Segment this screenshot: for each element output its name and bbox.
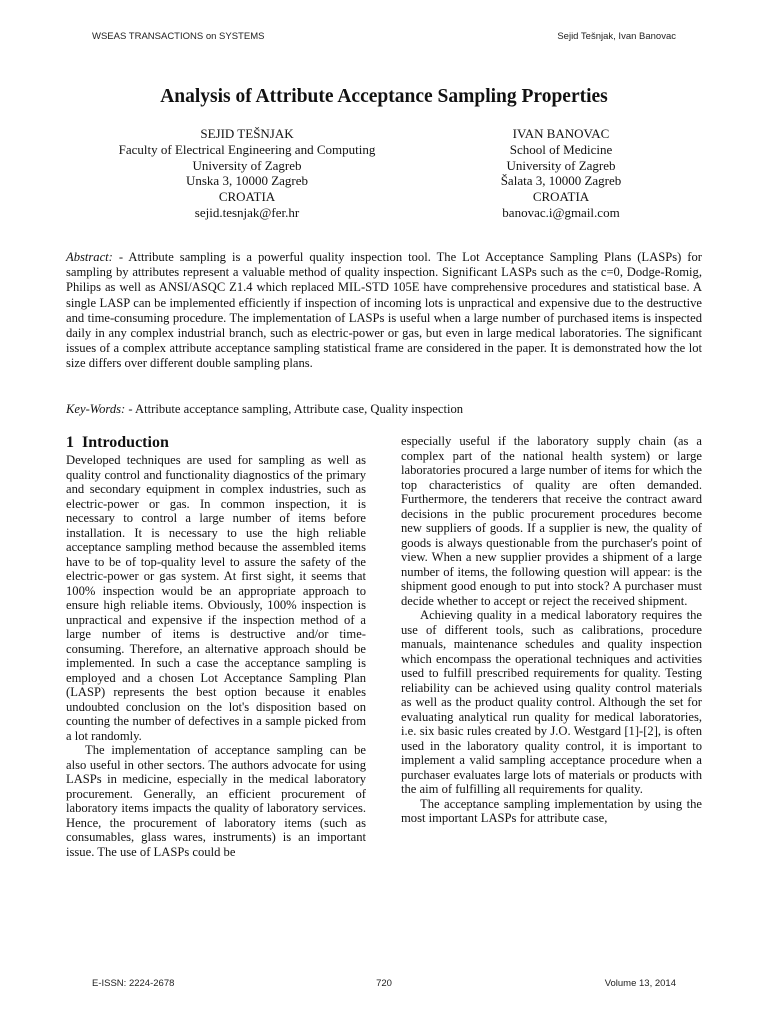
paragraph: Developed techniques are used for sampling as well as quality control and functionality diagnostics of the primary and secondary equipment in complex industries, such as electric-power or gas. In common inspection, it is necessary to control a large number of items before installation. It is necessary to use the high reliable acceptance sampling method because the assembled items have to be of top-quality level to assure the safety of the electric-power or gas system. At first sight, it seems that 100% inspection would be an appropriate approach to ensure high reliable items. Obviously, 100% inspection is unpractical and expensive if the inspection method of a large number of items is destructive and/or time-consuming. Therefore, an alternative approach should be implemented. In such a case the acceptance sampling is employed and a chosen Lot Acceptance Sampling Plan (LASP) represents the best option because it enables undoubted conclusion on the lot's disposition based on counting the number of defectives in a sample picked from a lot randomly.	[66, 453, 366, 743]
section-heading	[66, 434, 366, 452]
left-column	[66, 434, 366, 859]
author-name: SEJID TEŠNJAK	[200, 126, 294, 141]
footer-volume: Volume 13, 2014	[604, 978, 676, 989]
author-address: Šalata 3, 10000 Zagreb	[500, 173, 622, 189]
author-email: banovac.i@gmail.com	[502, 204, 620, 220]
paragraph: The implementation of acceptance sampling can be also useful in other sectors. The authors advocate for using LASPs in medicine, especially in the medical laboratory procurement. Generally, an efficient procurement of laboratory items impacts the quality of laboratory services. Hence, the procurement of laboratory items (such as consumables, glass wares, instruments) is an important issue. The use of LASPs could be	[66, 743, 366, 859]
keywords	[66, 402, 702, 417]
paragraph: Achieving quality in a medical laboratory requires the use of different tools, such as calibrations, procedure manuals, maintenance schedules and quality inspection which encompass the operational techniques and activities used to fulfill prescribed requirements for quality. Testing reliability can be achieved using quality control materials as well as the product quality control. Although the set for evaluating analytical run quality for medical laboratories, i.e. six basic rules created by J.O. Westgard [1]-[2], is often used in the laboratory quality control, it is important to implement a valid sampling acceptance procedure when a purchaser evaluates large lots of materials or products with the aim of fulfilling all requirements for quality.	[401, 608, 702, 796]
keywords-label: Key-Words:	[66, 402, 126, 416]
author-block-1	[70, 126, 424, 221]
author-department: Faculty of Electrical Engineering and Computing	[118, 141, 376, 157]
author-country: CROATIA	[532, 189, 590, 205]
paper-title: Analysis of Attribute Acceptance Sampling Properties	[160, 86, 608, 107]
header-authors: Sejid Tešnjak, Ivan Banovac	[557, 31, 676, 42]
paragraph: The acceptance sampling implementation by using the most important LASPs for attribute case,	[401, 796, 702, 825]
running-header	[92, 31, 676, 45]
abstract-label: Abstract:	[66, 250, 113, 264]
author-block-2	[420, 126, 702, 221]
abstract-text: - Attribute sampling is a powerful quality inspection tool. The Lot Acceptance Sampling Plans (LASPs) for sampling by attributes represent a valuable method of quality inspection. Significant LASPs such as the c=0, Dodge-Romig, Philips as well as ANSI/ASQC Z1.4 which replaced MIL-STD 105E have comprehensive procedures and statistical base. A single LASP can be implemented efficiently if inspection of incoming lots is unpractical and expensive due to the destructive and time-consuming procedure. The implementation of LASPs is useful when a large number of purchased items is inspected daily in any complex industrial branch, such as electric-power or gas, but even in large medical laboratories. The significant issues of a complex attribute acceptance sampling statistical frame are considered in the paper. It is demonstrated how the lot size differs over different double sampling plans.	[66, 250, 702, 371]
footer-issn: E-ISSN: 2224-2678	[92, 978, 175, 989]
paragraph: especially useful if the laboratory supply chain (as a complex part of the national health system) or large laboratories procured a large number of items for which the top characteristics of quality are often demanded. Furthermore, the tenderers that receive the contract award decisions in the public procurement procedures become new suppliers of goods. If a supplier is new, the quality of goods is always questionable from the purchaser's point of view. When a new supplier provides a shipment of a large number of items, the following question will appear: is the shipment good enough to put into stock? A purchaser must decide whether to accept or reject the received shipment.	[401, 434, 702, 608]
page-number: 720	[376, 978, 392, 989]
section-number: 1	[66, 434, 74, 451]
abstract	[66, 250, 702, 372]
author-department: School of Medicine	[509, 141, 613, 157]
section-title: Introduction	[82, 434, 169, 451]
author-country: CROATIA	[218, 189, 276, 205]
journal-name: WSEAS TRANSACTIONS on SYSTEMS	[92, 31, 265, 42]
author-email: sejid.tesnjak@fer.hr	[194, 204, 300, 220]
page-footer	[92, 978, 676, 992]
author-university: University of Zagreb	[506, 157, 616, 173]
author-address: Unska 3, 10000 Zagreb	[185, 173, 309, 189]
keywords-text: - Attribute acceptance sampling, Attribute case, Quality inspection	[125, 402, 464, 416]
author-university: University of Zagreb	[192, 157, 302, 173]
author-name: IVAN BANOVAC	[512, 126, 610, 141]
right-column	[401, 434, 702, 826]
